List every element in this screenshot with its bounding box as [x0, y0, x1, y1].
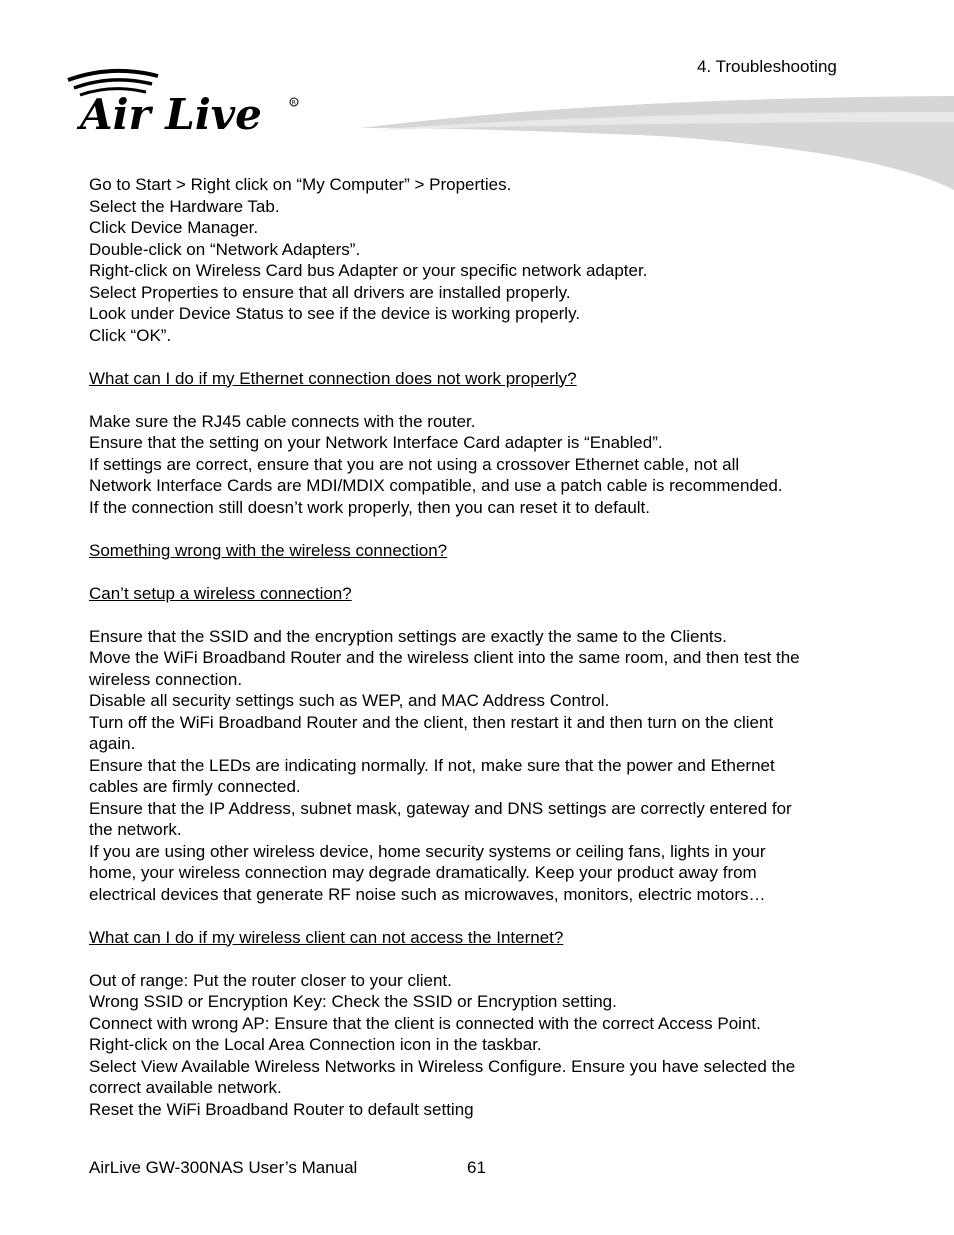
- answer-line: Reset the WiFi Broadband Router to default setting: [89, 1099, 474, 1119]
- footer-page-number: 61: [467, 1158, 486, 1177]
- svg-text:R: R: [291, 99, 296, 107]
- step-line: Click “OK”.: [89, 325, 172, 345]
- internet-answers: [89, 970, 889, 1121]
- page-header: [0, 0, 954, 200]
- answer-line: Move the WiFi Broadband Router and the wireless client into the same room, and then test the: [89, 648, 800, 667]
- answer-line: If settings are correct, ensure that you are not using a crossover Ethernet cable, not all: [89, 454, 740, 474]
- step-line: Select the Hardware Tab.: [89, 196, 280, 216]
- answer-line: the network.: [89, 820, 182, 839]
- answer-line: Ensure that the SSID and the encryption settings are exactly the same to the Clients.: [89, 626, 727, 646]
- step-line: Double-click on “Network Adapters”.: [89, 239, 361, 259]
- footer-manual-title: AirLive GW-300NAS User’s Manual: [89, 1158, 358, 1177]
- step-line: Right-click on Wireless Card bus Adapter or your specific network adapter.: [89, 261, 648, 280]
- answer-line: Disable all security settings such as WEP, and MAC Address Control.: [89, 691, 610, 710]
- answer-line: home, your wireless connection may degrade dramatically. Keep your product away from: [89, 863, 757, 882]
- step-line: Look under Device Status to see if the device is working properly.: [89, 304, 581, 323]
- answer-line: Ensure that the LEDs are indicating normally. If not, make sure that the power and Ethernet: [89, 755, 775, 775]
- answer-line: wireless connection.: [89, 669, 243, 689]
- answer-line: Select View Available Wireless Networks in Wireless Configure. Ensure you have selected the: [89, 1056, 796, 1076]
- step-line: Select Properties to ensure that all drivers are installed properly.: [89, 282, 571, 302]
- answer-line: Turn off the WiFi Broadband Router and the client, then restart it and then turn on the client: [89, 712, 774, 732]
- answer-line: Network Interface Cards are MDI/MDIX compatible, and use a patch cable is recommended.: [89, 476, 783, 495]
- answer-line: Ensure that the setting on your Network Interface Card adapter is “Enabled”.: [89, 433, 663, 452]
- answer-line: Right-click on the Local Area Connection icon in the taskbar.: [89, 1035, 542, 1054]
- answer-line: If you are using other wireless device, home security systems or ceiling fans, lights in your: [89, 841, 766, 861]
- heading-wireless-wrong: Something wrong with the wireless connection?: [89, 540, 448, 560]
- answer-line: Make sure the RJ45 cable connects with the router.: [89, 411, 476, 431]
- answer-line: Wrong SSID or Encryption Key: Check the SSID or Encryption setting.: [89, 992, 617, 1011]
- logo-wordmark: Air Live: [80, 90, 262, 136]
- step-line: Click Device Manager.: [89, 218, 259, 237]
- airlive-logo: [62, 66, 302, 136]
- answer-line: Out of range: Put the router closer to your client.: [89, 970, 452, 990]
- answer-line: If the connection still doesn’t work properly, then you can reset it to default.: [89, 497, 650, 517]
- heading-ethernet: What can I do if my Ethernet connection does not work properly?: [89, 368, 577, 388]
- answer-line: electrical devices that generate RF noise such as microwaves, monitors, electric motors…: [89, 884, 766, 904]
- section-label: 4. Troubleshooting: [697, 57, 837, 76]
- answer-line: Connect with wrong AP: Ensure that the client is connected with the correct Access Point.: [89, 1013, 761, 1033]
- device-manager-steps: [89, 174, 889, 346]
- wireless-answers: [89, 626, 889, 906]
- heading-cant-setup: Can’t setup a wireless connection?: [89, 583, 352, 603]
- heading-internet: What can I do if my wireless client can not access the Internet?: [89, 927, 564, 947]
- ethernet-answers: [89, 411, 889, 519]
- step-line: Go to Start > Right click on “My Computer” > Properties.: [89, 175, 512, 194]
- page-content: [89, 174, 889, 1120]
- answer-line: cables are firmly connected.: [89, 777, 301, 796]
- answer-line: Ensure that the IP Address, subnet mask, gateway and DNS settings are correctly entered for: [89, 798, 792, 818]
- answer-line: again.: [89, 734, 136, 753]
- answer-line: correct available network.: [89, 1078, 282, 1097]
